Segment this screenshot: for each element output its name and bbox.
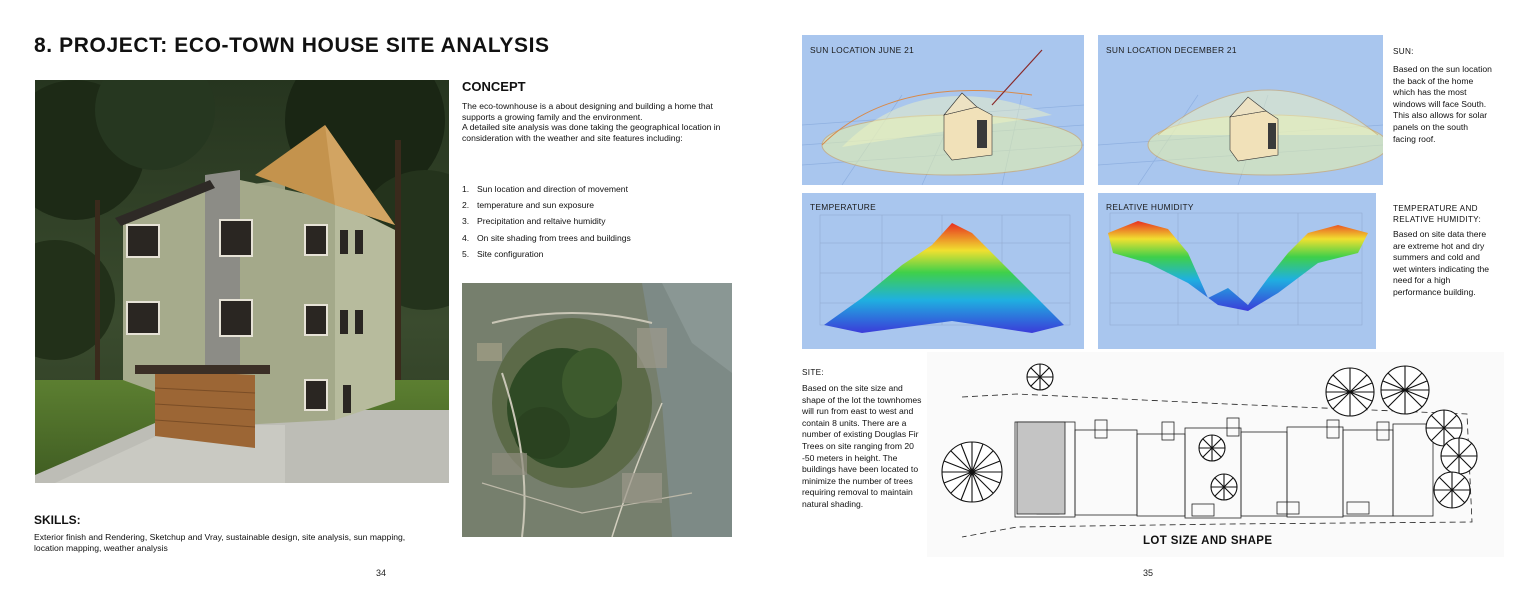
list-item-number: 1. [462,184,470,194]
humidity-label: RELATIVE HUMIDITY [1106,202,1194,212]
list-item-text: On site shading from trees and buildings [477,232,631,243]
list-item-text: Sun location and direction of movement [477,184,628,194]
site-heading: SITE: [802,368,824,377]
sun-june-label: SUN LOCATION JUNE 21 [810,45,915,55]
page-number: 34 [376,568,387,578]
page-title: 8. PROJECT: ECO-TOWN HOUSE SITE ANALYSIS [34,34,550,57]
list-item-text: Site configuration [477,248,544,259]
temp-humidity-text: Based on site data there are extreme hot and dry summers and cold and wet winters indicating the need for a high performance building. [1393,229,1490,297]
temperature-label: TEMPERATURE [810,202,876,212]
concept-paragraph-1: The eco-townhouse is a about designing and building a home that supports a growing family and the environment. [462,101,713,122]
skills-heading: SKILLS: [34,513,81,527]
list-item [462,248,742,264]
sun-text: Based on the sun location the back of the home which has the most windows will face South. This also allows for solar panels on the south facing roof. [1393,64,1492,144]
list-item-text: Precipitation and reltaive humidity [477,216,606,227]
list-item-number: 5. [462,248,470,259]
list-item [462,199,742,215]
concept-heading: CONCEPT [462,79,526,94]
sun-december-label: SUN LOCATION DECEMBER 21 [1106,45,1237,55]
concept-body [462,101,737,144]
site-text: Based on the site size and shape of the lot the townhomes will run from east to west and contain 8 units. There are a number of existing Douglas Fir Trees on site ranging from 20 -50 meters in height. The buildings have been located to minimize the number of trees requiring removal to maintain natural shading. [802,383,922,509]
list-item [462,232,742,248]
list-item-number: 3. [462,216,470,227]
humidity-panel [1098,193,1376,349]
site-plan-drawing [927,352,1504,557]
sun-heading: SUN: [1393,47,1414,56]
list-item [462,215,742,231]
sun-june-panel [802,35,1084,185]
list-item-number: 4. [462,232,470,243]
house-render-image [35,80,449,483]
concept-paragraph-2: A detailed site analysis was done taking the geographical location in consideration with the weather and site features including: [462,122,721,144]
temp-humidity-heading: TEMPERATURE AND RELATIVE HUMIDITY: [1393,204,1482,224]
aerial-site-map-image [462,283,732,537]
temperature-panel [802,193,1084,349]
list-item [462,183,742,199]
list-item-number: 2. [462,200,470,211]
sun-december-panel [1098,35,1383,185]
concept-list [462,183,742,264]
lot-size-caption: LOT SIZE AND SHAPE [1143,535,1273,547]
list-item-text: temperature and sun exposure [477,200,595,211]
page-number: 35 [1143,568,1154,578]
skills-text: Exterior finish and Rendering, Sketchup and Vray, sustainable design, site analysis, sun mapping, location mapping, weather analysis [34,532,406,553]
